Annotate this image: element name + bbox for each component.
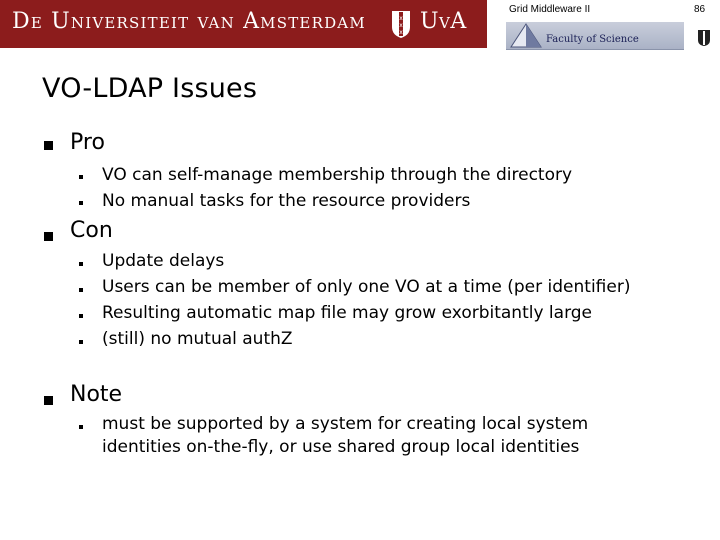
sub-bullet-icon <box>79 425 83 429</box>
sub-bullet-icon <box>79 201 83 205</box>
faculty-name: Faculty of Science <box>546 34 639 45</box>
svg-text:x: x <box>399 22 403 29</box>
slide-title: VO-LDAP Issues <box>42 73 258 104</box>
university-banner <box>0 0 487 48</box>
pyramid-icon <box>509 22 543 49</box>
page-number: 86 <box>694 4 706 15</box>
course-title: Grid Middleware II <box>509 4 591 15</box>
list-item: must be supported by a system for creating local system <box>102 414 589 434</box>
sub-bullet-icon <box>79 288 83 292</box>
university-name: De Universiteit van Amsterdam <box>12 9 366 34</box>
faculty-of-science-banner <box>506 22 684 50</box>
section-heading-note: Note <box>70 382 123 407</box>
list-item: (still) no mutual authZ <box>102 329 293 349</box>
sub-bullet-icon <box>79 314 83 318</box>
svg-text:x: x <box>399 15 403 22</box>
uva-small-logo-icon <box>697 29 711 47</box>
list-item: Update delays <box>102 251 225 271</box>
section-heading-pro: Pro <box>70 130 105 155</box>
section-heading-con: Con <box>70 218 113 243</box>
sub-bullet-icon <box>79 262 83 266</box>
list-item-continuation: identities on-the-fly, or use shared group local identities <box>102 437 580 457</box>
list-item: No manual tasks for the resource providers <box>102 191 471 211</box>
bullet-square-icon <box>44 232 53 241</box>
sub-bullet-icon <box>79 175 83 179</box>
sub-bullet-icon <box>79 340 83 344</box>
list-item: VO can self-manage membership through the directory <box>102 165 573 185</box>
list-item: Users can be member of only one VO at a time (per identifier) <box>102 277 631 297</box>
svg-text:x: x <box>399 29 403 36</box>
bullet-square-icon <box>44 141 53 150</box>
list-item: Resulting automatic map file may grow exorbitantly large <box>102 303 593 323</box>
uva-logo-text: UvA <box>420 9 467 34</box>
uva-shield-icon <box>390 9 412 39</box>
bullet-square-icon <box>44 396 53 405</box>
